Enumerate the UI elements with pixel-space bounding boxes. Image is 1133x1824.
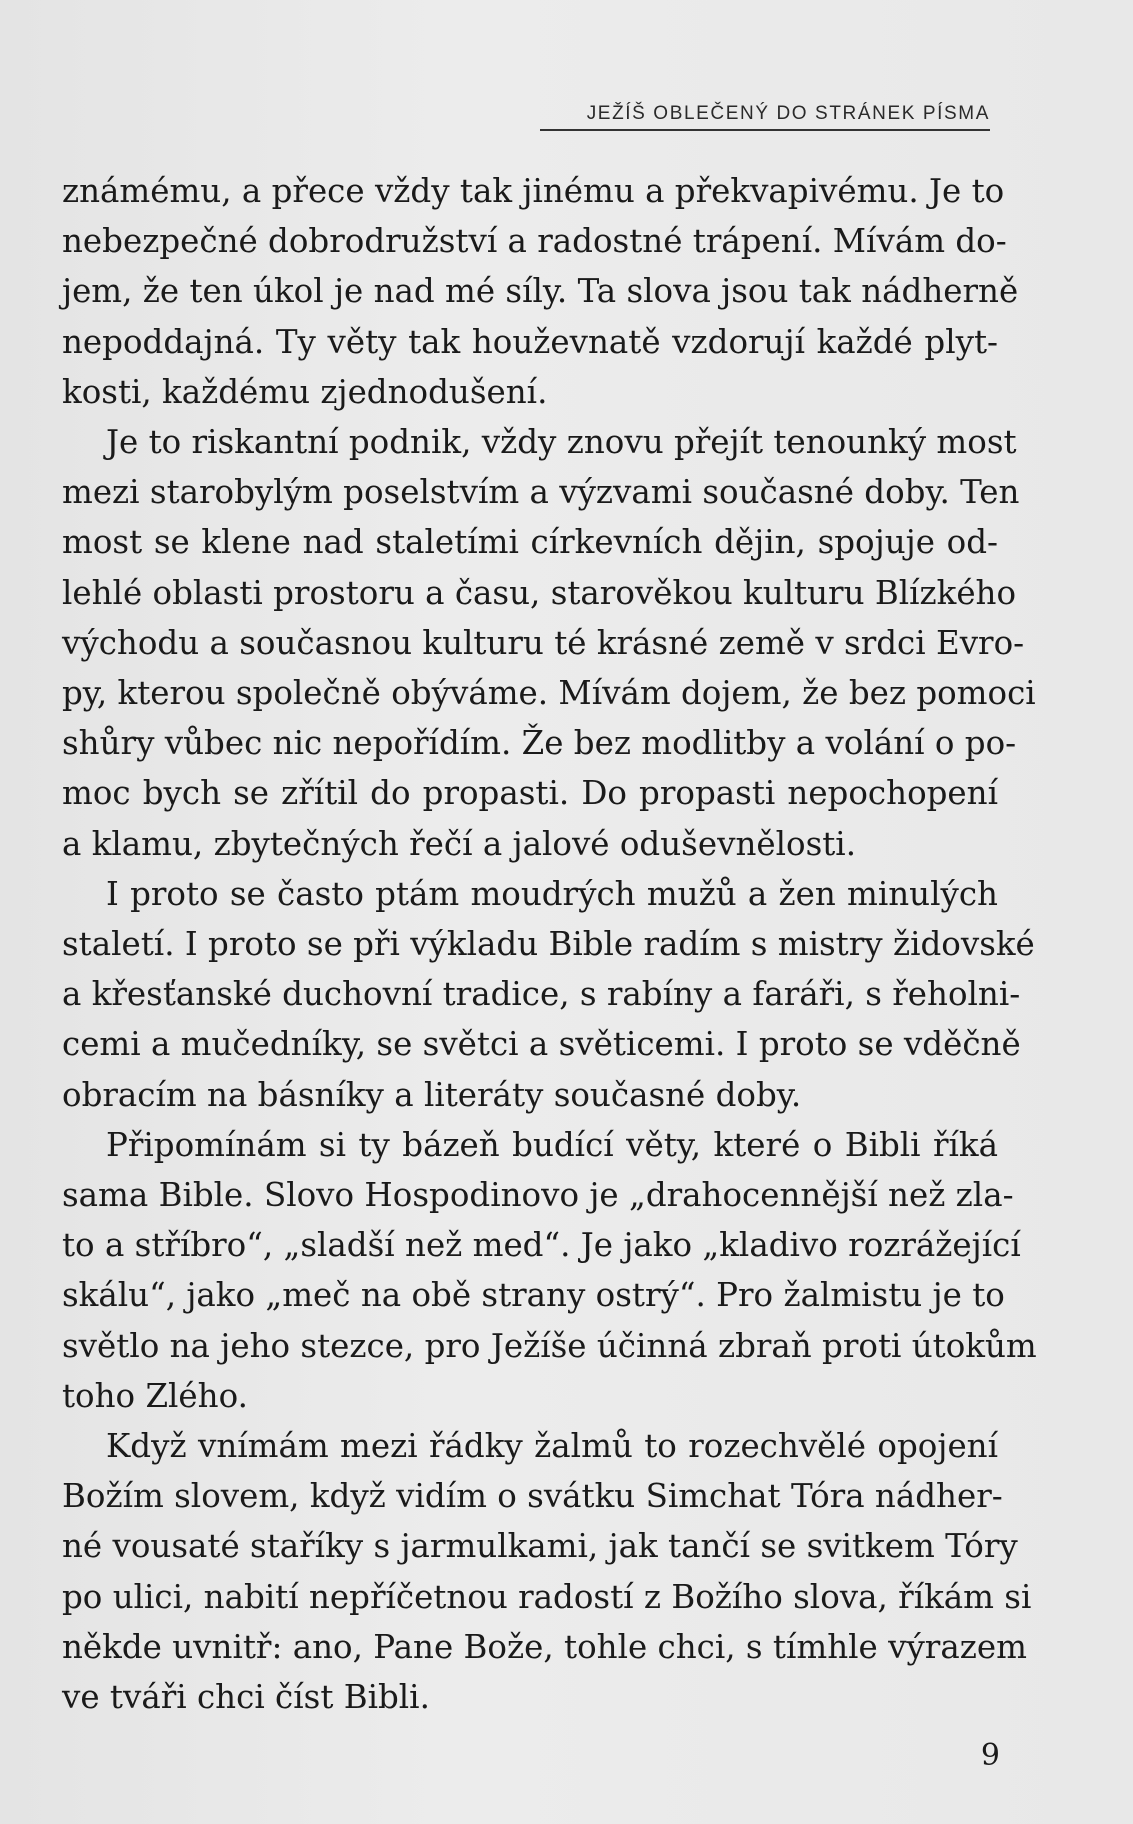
text-line: nebezpečné dobrodružství a radostné trápení. Mívám do-: [62, 222, 1007, 261]
text-line: moc bych se zřítil do propasti. Do propasti nepochopení: [62, 774, 998, 813]
paragraph: [62, 1421, 1032, 1722]
text-line: shůry vůbec nic nepořídím. Že bez modlitby a volání o po-: [62, 724, 1017, 763]
paragraph: [62, 1120, 1037, 1421]
text-line: I proto se často ptám moudrých mužů a žen minulých: [106, 874, 998, 913]
text-line: někde uvnitř: ano, Pane Bože, tohle chci, s tímhle výrazem: [62, 1627, 1027, 1666]
text-line: východu a současnou kulturu té krásné země v srdci Evro-: [62, 623, 1025, 662]
text-line: a klamu, zbytečných řečí a jalové oduševnělosti.: [62, 824, 857, 863]
text-line: po ulici, nabití nepříčetnou radostí z Božího slova, říkám si: [62, 1577, 1032, 1616]
paragraph: [62, 417, 1036, 869]
body-text: [62, 166, 1037, 1722]
text-line: Božím slovem, když vidím o svátku Simchat Tóra nádher-: [62, 1477, 1003, 1516]
text-line: ve tváři chci číst Bibli.: [62, 1678, 430, 1717]
text-line: to a stříbro“, „sladší než med“. Je jako „kladivo rozrážející: [62, 1226, 1021, 1265]
text-line: jem, že ten úkol je nad mé síly. Ta slova jsou tak nádherně: [62, 272, 1019, 311]
text-line: mezi starobylým poselstvím a výzvami současné doby. Ten: [62, 473, 1020, 512]
text-line: skálu“, jako „meč na obě strany ostrý“. Pro žalmistu je to: [62, 1276, 1005, 1315]
paragraph: [62, 166, 1019, 417]
text-line: světlo na jeho stezce, pro Ježíše účinná zbraň proti útokům: [62, 1326, 1037, 1365]
text-line: lehlé oblasti prostoru a času, starověkou kulturu Blízkého: [62, 573, 1017, 612]
text-line: staletí. I proto se při výkladu Bible radím s mistry židovské: [62, 925, 1035, 964]
text-line: cemi a mučedníky, se světci a světicemi. I proto se vděčně: [62, 1025, 1021, 1064]
text-line: nepoddajná. Ty věty tak houževnatě vzdorují každé plyt-: [62, 322, 998, 361]
text-line: Když vnímám mezi řádky žalmů to rozechvělé opojení: [106, 1427, 998, 1466]
page-number: 9: [980, 1738, 1000, 1773]
text-line: kosti, každému zjednodušení.: [62, 372, 548, 411]
text-line: né vousaté staříky s jarmulkami, jak tančí se svitkem Tóry: [62, 1527, 1018, 1566]
text-line: obracím na básníky a literáty současné doby.: [62, 1075, 802, 1114]
text-line: toho Zlého.: [62, 1376, 248, 1415]
text-line: most se klene nad staletími církevních dějin, spojuje od-: [62, 523, 998, 562]
text-line: Je to riskantní podnik, vždy znovu přejít tenounký most: [106, 423, 1017, 462]
paragraph: [62, 869, 1035, 1120]
running-head: JEŽÍŠ OBLEČENÝ DO STRÁNEK PÍSMA: [540, 103, 990, 131]
text-line: sama Bible. Slovo Hospodinovo je „drahocennější než zla-: [62, 1176, 1014, 1215]
text-line: a křesťanské duchovní tradice, s rabíny a faráři, s řeholni-: [62, 975, 1021, 1014]
text-line: Připomínám si ty bázeň budící věty, které o Bibli říká: [106, 1125, 998, 1164]
text-line: známému, a přece vždy tak jinému a překvapivému. Je to: [62, 172, 1005, 210]
text-line: py, kterou společně obýváme. Mívám dojem, že bez pomoci: [62, 674, 1036, 713]
